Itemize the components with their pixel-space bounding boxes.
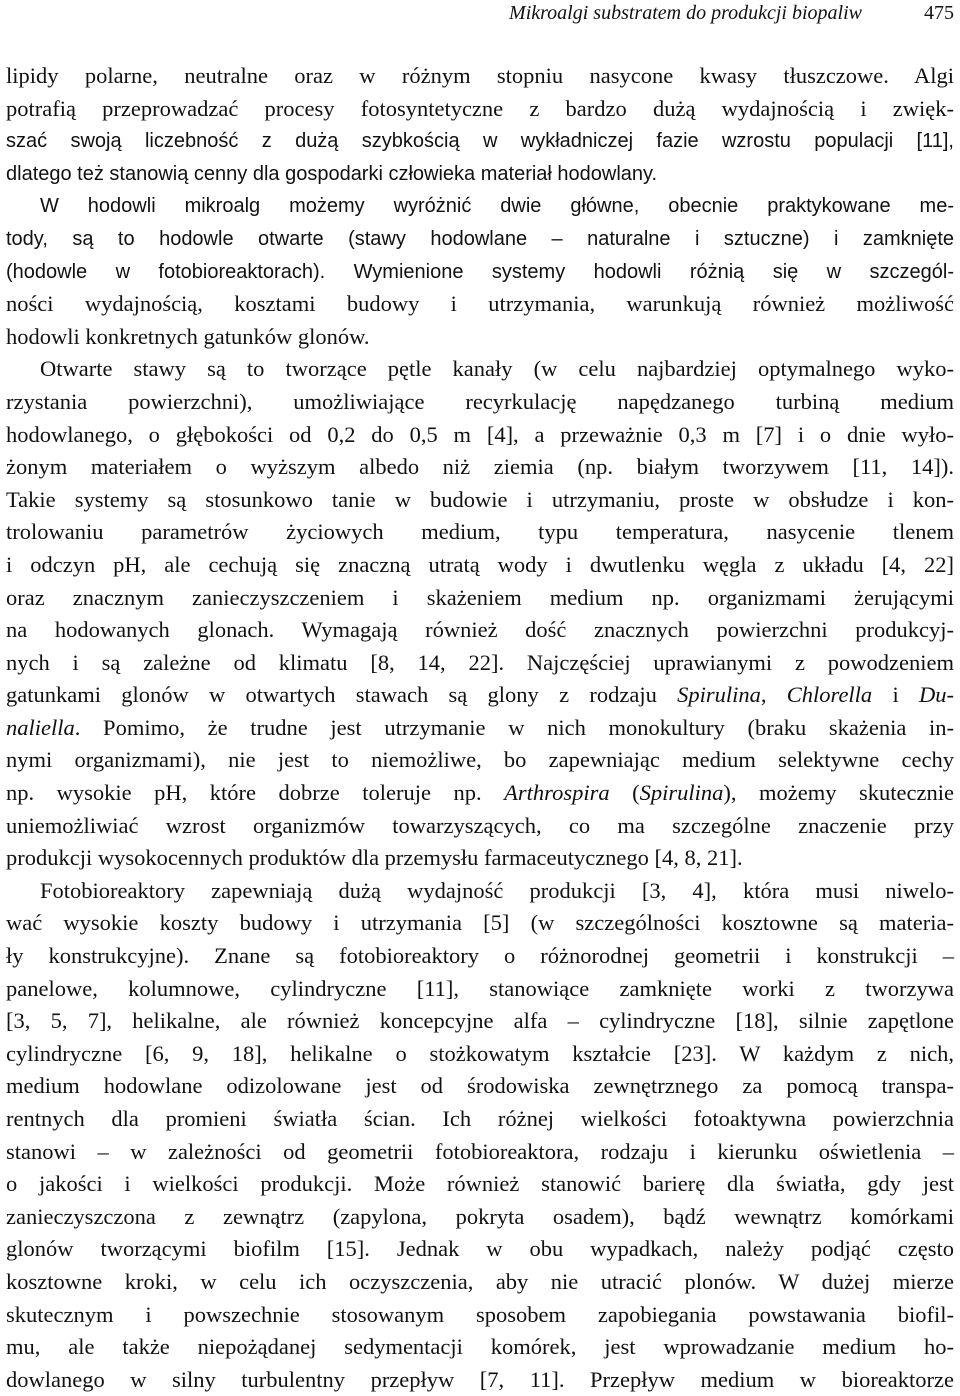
text-line: [6, 190, 954, 223]
text-line: [6, 353, 954, 386]
text-line: wać wysokie koszty budowy i utrzymania [5] (w szczególności kosztowne są materia-: [6, 910, 954, 936]
text-line: kosztowne kroki, w celu ich oczyszczenia, aby nie utracić plonów. W dużej mierze: [6, 1268, 954, 1294]
text-line: Takie systemy są stosunkowo tanie w budowie i utrzymaniu, proste w obsłudze i kon-: [6, 486, 954, 512]
species-name: naliella: [6, 714, 75, 740]
species-name: Spirulina: [639, 780, 724, 806]
running-title: Mikroalgi substratem do produkcji biopaliw: [509, 2, 862, 24]
text-line: rentnych dla promieni światła ścian. Ich różnej wielkości fotoaktywna powierzchnia: [6, 1106, 954, 1131]
running-header: [6, 0, 954, 26]
text-line: glonów tworzącymi biofilm [15]. Jednak w obu wypadkach, należy podjąć często: [6, 1236, 954, 1262]
text-line: szać swoją liczebność z dużą szybkością w wykładniczej fazie wzrostu populacji [11],: [6, 130, 954, 153]
text-line: potrafią przeprowadzać procesy fotosyntetyczne z bardzo dużą wydajnością i zwięk-: [6, 95, 954, 121]
text-line: żonym materiałem o wyższym albedo niż ziemia (np. białym tworzywem [11, 14]).: [6, 454, 954, 480]
species-name: Spirulina: [677, 682, 761, 708]
text-line: na hodowanych glonach. Wymagają również dość znacznych powierzchni produkcyj-: [6, 617, 954, 643]
text-fragment: np. wysokie pH, które dobrze toleruje np.: [6, 780, 505, 806]
text-fragment: i: [872, 682, 919, 708]
text-line: o jakości i wielkości produkcji. Może również stanowić barierę dla światła, gdy jest: [6, 1171, 954, 1197]
text-line: rzystania powierzchni), umożliwiające recyrkulację napędzanego turbiną medium: [6, 388, 954, 414]
text-fragment: gatunkami glonów w otwartych stawach są glony z rodzaju: [6, 682, 678, 708]
text-line: ły konstrukcyjne). Znane są fotobioreaktory o różnorodnej geometrii i konstrukcji –: [6, 943, 954, 969]
text-line: lipidy polarne, neutralne oraz w różnym stopniu nasycone kwasy tłuszczowe. Algi: [6, 63, 954, 88]
text-line: tody, są to hodowle otwarte (stawy hodowlane – naturalne i sztuczne) i zamknięte: [6, 227, 954, 250]
text-fragment: ), możemy skutecznie: [723, 780, 954, 806]
text-fragment: . Pomimo, że trudne jest utrzymanie w nich monokultury (braku skażenia in-: [74, 714, 954, 740]
text-line: [6, 679, 954, 712]
text-line: nych i są zależne od klimatu [8, 14, 22]. Najczęściej uprawianymi z powodzeniem: [6, 649, 954, 675]
text-line: zanieczyszczona z zewnątrz (zapylona, pokryta osadem), bądź wewnątrz komórkami: [6, 1203, 954, 1229]
paragraph-text: W hodowli mikroalg możemy wyróżnić dwie główne, obecnie praktykowane me-: [40, 195, 954, 218]
page-number: 475: [924, 2, 954, 24]
text-line: ności wydajnością, kosztami budowy i utrzymania, warunkują również możliwość: [6, 291, 954, 317]
text-line: i odczyn pH, ale cechują się znaczną utratą wody i dwutlenku węgla z układu [4, 22]: [6, 551, 954, 577]
text-line: (hodowle w fotobioreaktorach). Wymienione systemy hodowli różnią się w szczegól-: [6, 260, 954, 283]
text-line: [6, 712, 954, 745]
paragraph-text: Fotobioreaktory zapewniają dużą wydajność produkcji [3, 4], która musi niwelo-: [40, 877, 954, 903]
text-line: [6, 875, 954, 908]
text-line: medium hodowlane odizolowane jest od środowiska zewnętrznego za pomocą transpa-: [6, 1073, 954, 1099]
text-line: stanowi – w zależności od geometrii fotobioreaktora, rodzaju i kierunku oświetlenia –: [6, 1138, 954, 1164]
text-fragment: (: [609, 780, 640, 806]
text-line: trolowaniu parametrów życiowych medium, typu temperatura, nasycenie tlenem: [6, 519, 954, 545]
text-line: uniemożliwiać wzrost organizmów towarzyszących, co ma szczególne znaczenie przy: [6, 812, 954, 838]
text-line: [6, 777, 954, 810]
text-line: nymi organizmami), nie jest to niemożliwe, bo zapewniając medium selektywne cechy: [6, 747, 954, 773]
text-line: produkcji wysokocennych produktów dla przemysłu farmaceutycznego [4, 8, 21].: [6, 845, 743, 871]
body-text: [6, 60, 954, 1396]
paragraph-text: Otwarte stawy są to tworzące pętle kanały (w celu najbardziej optymalnego wyko-: [40, 356, 954, 382]
text-line: mu, ale także niepożądanej sedymentacji komórek, jest wprowadzanie medium ho-: [6, 1334, 954, 1360]
species-name: Chlorella: [786, 682, 873, 708]
text-line: dlatego też stanowią cenny dla gospodarki człowieka materiał hodowlany.: [6, 162, 658, 185]
species-name: Du-: [919, 682, 954, 708]
text-line: oraz znacznym zanieczyszczeniem i skażeniem medium np. organizmami żerującymi: [6, 584, 954, 610]
text-line: hodowlanego, o głębokości od 0,2 do 0,5 m [4], a przeważnie 0,3 m [7] i o dnie wyło-: [6, 421, 954, 447]
text-line: hodowli konkretnych gatunków glonów.: [6, 323, 370, 349]
species-name: Arthrospira: [504, 780, 610, 806]
text-line: panelowe, kolumnowe, cylindryczne [11], stanowiące zamknięte worki z tworzywa: [6, 975, 954, 1001]
text-line: dowlanego w silny turbulentny przepływ [7, 11]. Przepływ medium w bioreaktorze: [6, 1366, 954, 1392]
text-fragment: ,: [760, 682, 787, 708]
text-line: [3, 5, 7], helikalne, ale również koncepcyjne alfa – cylindryczne [18], silnie zapętlone: [6, 1008, 954, 1034]
text-line: skutecznym i powszechnie stosowanym sposobem zapobiegania powstawania biofil-: [6, 1301, 954, 1327]
document-page: [6, 0, 954, 1390]
text-line: cylindryczne [6, 9, 18], helikalne o stożkowatym kształcie [23]. W każdym z nich,: [6, 1040, 954, 1066]
